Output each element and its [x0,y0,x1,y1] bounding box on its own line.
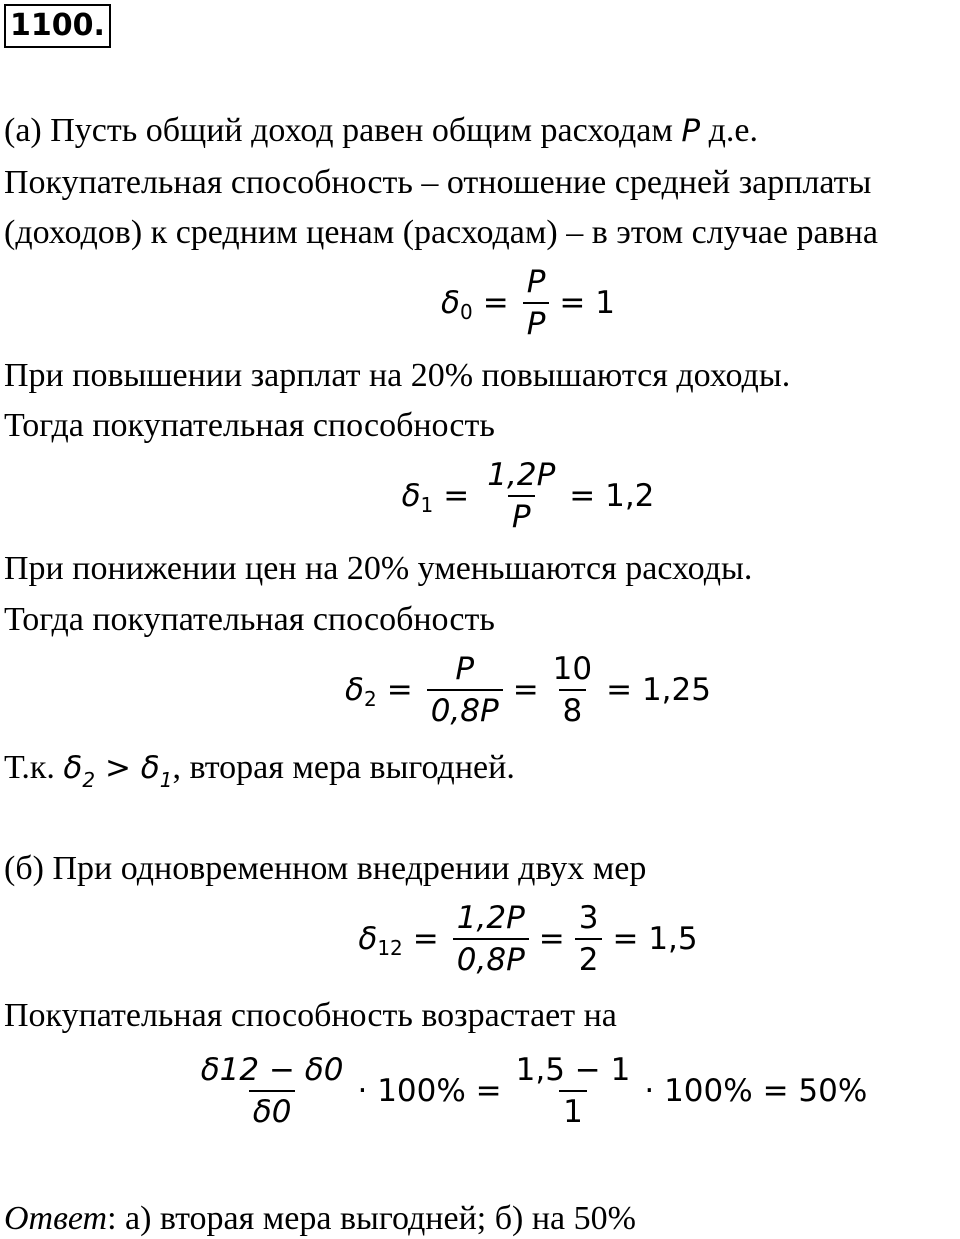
conclusion-line: Т.к. $\delta_2 > \delta_1$, вторая мера выгодней. [4,749,515,792]
answer-line: Ответ: а) вторая мера выгодней; б) на 50% [4,1200,636,1237]
text-line: (б) При одновременном внедрении двух мер [4,850,647,887]
fraction: $\frac{\delta 12 - \delta 0}{\delta 0}$ [200,1052,344,1130]
text-line: (а) Пусть общий доход равен общим расходам P д.е. [4,112,758,149]
text-line: Тогда покупательная способность [4,407,495,444]
equation-percent: $\frac{\delta 12 - \delta 0}{\delta 0}$ · 100% = $\frac{1,5 - 1}{1}$ · 100% = 50% [0,1046,960,1136]
fraction: $\frac{10}{8}$ [552,651,593,729]
inequality: $\delta_2 > \delta_1$ [63,750,173,792]
fraction: $\frac{1,5 - 1}{1}$ [515,1052,631,1130]
fraction: $\frac{P}{0,8P}$ [427,651,503,729]
equation-delta12: δ 12 = $\frac{1,2P}{0,8P}$ = $\frac{3}{2}$ = 1,5 [358,900,698,978]
text-line: Тогда покупательная способность [4,601,495,638]
text-line: Покупательная способность – отношение средней зарплаты [4,164,872,201]
equation-delta1: δ 1 = $\frac{1,2P}{P}$ = 1,2 [401,457,655,535]
answer-label: Ответ [4,1200,108,1237]
equation-delta0: δ 0 = $\frac{P}{P}$ = 1 [441,264,615,342]
equation-delta2: δ 2 = $\frac{P}{0,8P}$ = $\frac{10}{8}$ = 1,25 [345,651,711,729]
fraction: $\frac{1,2P}{P}$ [487,457,556,535]
fraction: $\frac{1,2P}{0,8P}$ [453,900,529,978]
text-line: При повышении зарплат на 20% повышаются доходы. [4,357,791,394]
text-line: Покупательная способность возрастает на [4,997,617,1034]
fraction: $\frac{3}{2}$ [575,900,603,978]
text-line: (доходов) к средним ценам (расходам) – в этом случае равна [4,214,878,251]
fraction: $\frac{P}{P}$ [523,264,550,342]
text-line: При понижении цен на 20% уменьшаются расходы. [4,550,753,587]
problem-number: 1100. [4,4,111,48]
